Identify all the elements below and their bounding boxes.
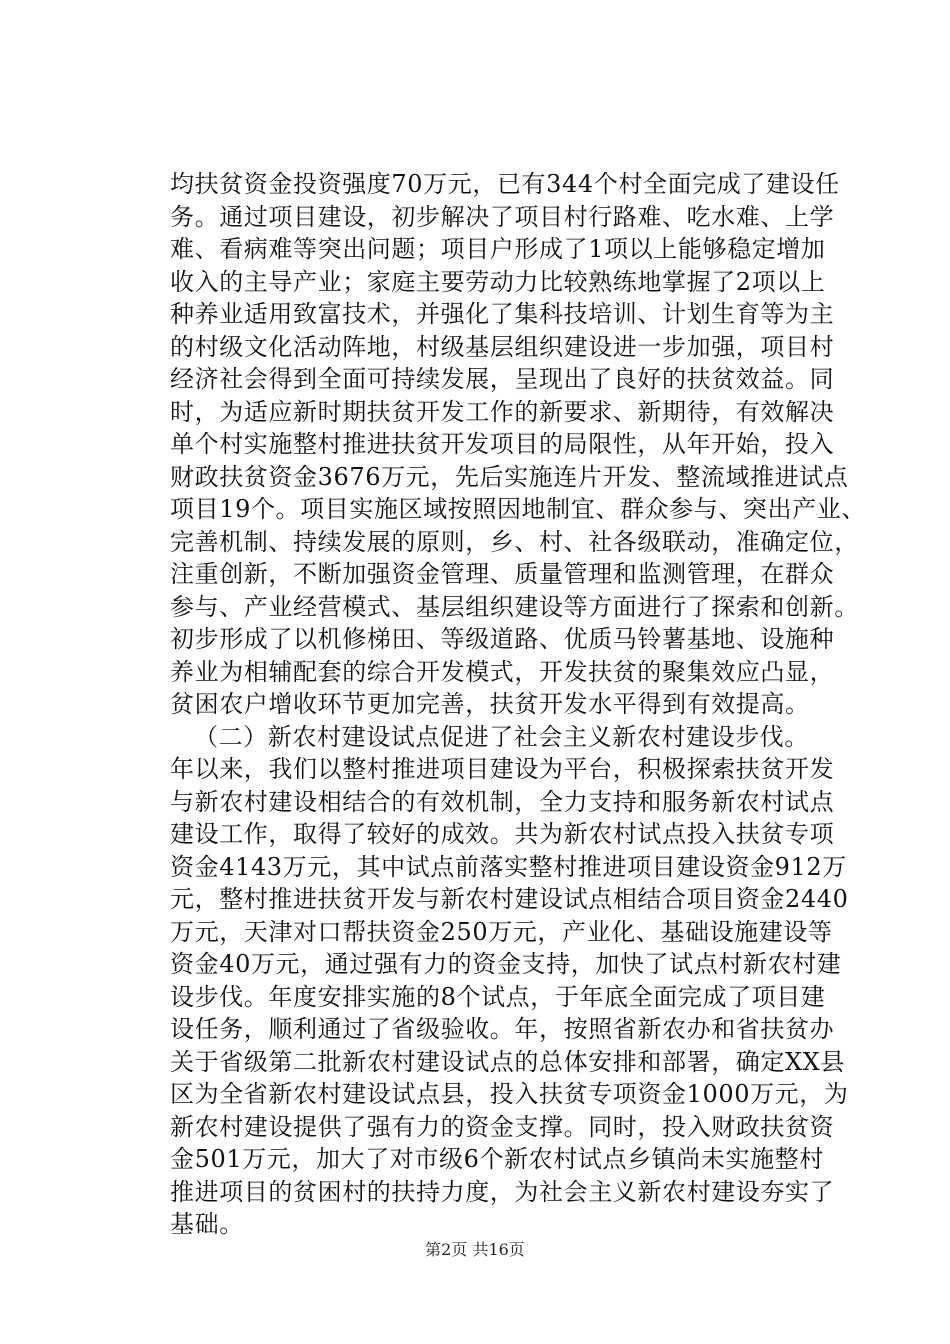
body-text [170, 168, 866, 1241]
text-line: 设步伐。年度安排实施的8个试点，于年底全面完成了项目建 [170, 982, 826, 1011]
text-line: 参与、产业经营模式、基层组织建设等方面进行了探索和创新。 [170, 592, 859, 621]
text-line: 基础。 [170, 1210, 244, 1238]
text-line: 万元，天津对口帮扶资金250万元，产业化、基础设施建设等 [170, 917, 833, 946]
section-heading: （二）新农村建设试点促进了社会主义新农村建设步伐。 [194, 722, 809, 751]
text-line: 时，为适应新时期扶贫开发工作的新要求、新期待，有效解决 [170, 397, 835, 426]
text-line: 完善机制、持续发展的原则，乡、村、社各级联动，准确定位， [170, 527, 859, 556]
text-line: 设任务，顺利通过了省级验收。年，按照省新农办和省扶贫办 [170, 1015, 835, 1043]
text-line: 元，整村推进扶贫开发与新农村建设试点相结合项目资金2440 [170, 885, 849, 913]
text-line: 初步形成了以机修梯田、等级道路、优质马铃薯基地、设施种 [170, 625, 835, 653]
text-line: 难、看病难等突出问题；项目户形成了1项以上能够稳定增加 [170, 235, 826, 263]
text-line: 的村级文化活动阵地，村级基层组织建设进一步加强，项目村 [170, 332, 835, 361]
text-line: 与新农村建设相结合的有效机制，全力支持和服务新农村试点 [170, 787, 835, 816]
text-line: 年以来，我们以整村推进项目建设为平台，积极探索扶贫开发 [170, 755, 835, 783]
text-line: 区为全省新农村建设试点县，投入扶贫专项资金1000万元，为 [170, 1080, 849, 1108]
text-line: 种养业适用致富技术，并强化了集科技培训、计划生育等为主 [170, 300, 835, 328]
text-line: 推进项目的贫困村的扶持力度，为社会主义新农村建设夯实了 [170, 1177, 835, 1206]
text-line: 新农村建设提供了强有力的资金支撑。同时，投入财政扶贫资 [170, 1112, 835, 1141]
text-line: 关于省级第二批新农村建设试点的总体安排和部署，确定XX县 [170, 1047, 845, 1076]
text-line: 注重创新，不断加强资金管理、质量管理和监测管理，在群众 [170, 560, 835, 588]
text-line: 务。通过项目建设，初步解决了项目村行路难、吃水难、上学 [170, 202, 835, 231]
text-line: 贫困农户增收环节更加完善，扶贫开发水平得到有效提高。 [170, 690, 810, 718]
text-line: 财政扶贫资金3676万元，先后实施连片开发、整流域推进试点 [170, 462, 849, 491]
text-line: 经济社会得到全面可持续发展，呈现出了良好的扶贫效益。同 [170, 365, 835, 393]
text-line: 资金4143万元，其中试点前落实整村推进项目建设资金912万 [170, 852, 847, 881]
text-line: 金501万元，加大了对市级6个新农村试点乡镇尚未实施整村 [170, 1145, 824, 1173]
text-line: 养业为相辅配套的综合开发模式，开发扶贫的聚集效应凸显， [170, 657, 835, 686]
text-line: 单个村实施整村推进扶贫开发项目的局限性，从年开始，投入 [170, 430, 835, 458]
text-line: 均扶贫资金投资强度70万元，已有344个村全面完成了建设任 [170, 170, 840, 198]
text-line: 收入的主导产业；家庭主要劳动力比较熟练地掌握了2项以上 [170, 267, 826, 296]
text-line: 建设工作，取得了较好的成效。共为新农村试点投入扶贫专项 [170, 820, 835, 848]
text-line: 资金40万元，通过强有力的资金支持，加快了试点村新农村建 [170, 950, 842, 978]
text-line: 项目19个。项目实施区域按照因地制宜、群众参与、突出产业、 [170, 495, 866, 523]
page-number-footer: 第2页 共16页 [425, 1240, 525, 1259]
